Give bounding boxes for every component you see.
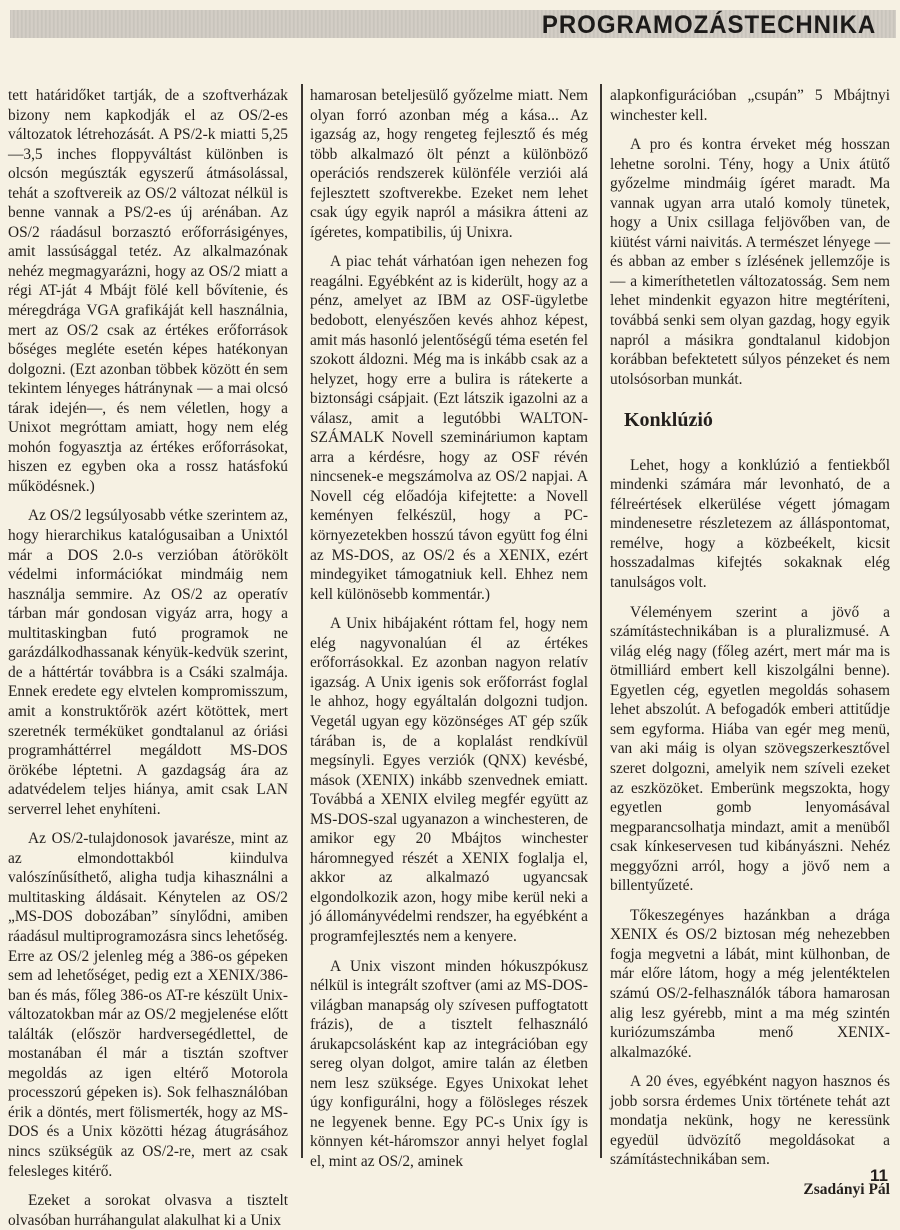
column-divider	[301, 84, 303, 1158]
paragraph: Tőkeszegényes hazánkban a drága XENIX és OS/2 biztosan még nehezebben fogja megvetni a lábát, mint külhonban, de már előre látom, hogy a még jelentéktelen számú OS/2-felhasználók tábora hamarosan alig lesz gyérebb, mint a ma még szintén kuriózumszámba menő XENIX-alkalmazóké.	[610, 906, 890, 1061]
section-heading-conclusion: Konklúzió	[624, 409, 713, 432]
page-number: 11	[870, 1166, 888, 1185]
section-header-bar	[10, 10, 896, 38]
text-column-right	[610, 86, 890, 1199]
section-title: PROGRAMOZÁSTECHNIKA	[541, 11, 876, 39]
paragraph: alapkonfigurációban „csupán” 5 Mbájtnyi winchester kell.	[610, 87, 890, 124]
paragraph: A piac tehát várhatóan igen nehezen fog reagálni. Egyébként az is kiderült, hogy az a pénz, amelyet az IBM az OSF-ügyletbe bedobott, elenyészően kevés ahhoz képest, amit más hasonló jelentőségű téma esetén fel szokott áldozni. Még ma is inkább csak az a helyzet, hogy erre a bulira is rátekerte a biztonsági csápjait. (Ezt látszik igazolni az a válasz, amit a legutóbbi WALTON-SZÁMALK Novell szemináriumon kaptam arra a kérdésre, hogy az OSF révén nincsenek-e megszámolva az OS/2 napjai. A Novell cég előadója kifejtette: a Novell keményen felkészül, hogy a PC-környezetekben hosszú távon együtt fog élni az MS-DOS, az OS/2 és a XENIX, ezért mindegyiket támogatniuk kell. Ehhez nem kell különösebb kommentár.)	[310, 253, 588, 603]
paragraph: tett határidőket tartják, de a szoftverházak bizony nem kapkodják el az OS/2-es változatok létrehozását. A PS/2-k miatti 5,25—3,5 inches floppyváltást különben is olcsón megúszták egyszerű átmásolással, tehát a szoftvereik az OS/2 változat nélkül is benne vannak a PS/2-es új arénában. Az OS/2 ráadásul borzasztó erőforrásigényes, amit lassúsággal tetéz. Az alkalmazónak nehéz megmagyarázni, hogy az OS/2 miatt a régi AT-ját 4 Mbájt fölé kell bővítenie, és méregdrága VGA grafikáját kell használnia, mert az OS/2 csak az értékes erőforrások bőséges megléte esetén képes hatékonyan dolgozni. (Ezt azonban többek között én sem tekintem lényeges hátránynak — a mai olcsó tárak idején—, és nem véletlen, hogy a Unixot megróttam amiatt, hogy nem elég mohón fogyasztja az értékes erőforrásokat, hiszen ez egyben oka a rossz hatásfokú működésnek.)	[8, 87, 288, 495]
paragraph: Ezeket a sorokat olvasva a tisztelt olvasóban hurráhangulat alakulhat ki a Unix	[8, 1192, 288, 1229]
paragraph: hamarosan beteljesülő győzelme miatt. Nem olyan forró azonban még a kása... Az igazság az, hogy rengeteg fejlesztő és még több alkalmazó ölt pénzt a különböző operációs rendszerek különféle verziói alá fejlesztett szoftverekbe. Ezeket nem lehet csak úgy egyik napról a másikra átteni az ígéretes, kompatibilis, új Unixra.	[310, 87, 588, 241]
column-divider	[600, 84, 602, 1158]
paragraph: Az OS/2-tulajdonosok javarésze, mint az az elmondottakból kiindulva valószínűsíthető, aligha tudja kihasználni a multitasking áldásait. Kénytelen az OS/2 „MS-DOS dobozában” sínylődni, amiben ráadásul multiprogramozásra sincs lehetőség. Erre az OS/2 jelenleg még a 386-os gépeken sem ad lehetőséget, pedig ezt a XENIX/386-ban és más, főleg 386-os AT-re készült Unix-változatokban már az OS/2 megjelenése előtt találták (először hardversegédlettel, de mostanában él már a tisztán szoftver megoldás az igen eltérő Motorola processzorú gépeken is). Sok felhasználóban érik a döntés, mert fölismerték, hogy az MS-DOS és a Unix közötti hézag átugrásához nincs szükségük az OS/2-re, mert az csak felesleges kitérő.	[8, 830, 288, 1180]
text-column-left	[8, 86, 288, 1230]
paragraph: Lehet, hogy a konklúzió a fentiekből mindenki számára már levonható, de a félreértések elkerülése végett jómagam mindenesetre részletezem az álláspontomat, remélve, hogy a közbeékelt, kicsit hosszadalmas kifejtés sokaknak elég tanulságos volt.	[610, 456, 890, 592]
paragraph: A pro és kontra érveket még hosszan lehetne sorolni. Tény, hogy a Unix átütő győzelme mindmáig ígéret maradt. Ma vannak ugyan arra utaló komoly tünetek, hogy a Unix csillaga feljövőben van, de kiütést várni naivitás. A természet lényege — és abban az ember s ízlésének jellemzője is — a kimeríthetetlen változatosság. Sem nem lehet mindenkit egyazon hitre megtéríteni, továbbá senki sem olyan gazdag, hogy egyik napról a másikra gondtalanul kidobjon korábban befektetett súlyos pénzeket és nem utolsósorban munkát.	[610, 136, 890, 388]
author-signature: Zsadányi Pál	[803, 1180, 890, 1198]
paragraph: Véleményem szerint a jövő a számítástechnikában is a pluralizmusé. A világ elég nagy (főleg azért, mert már ma is ötmilliárd embert kell kiszolgálni benne). Egyetlen cég, egyetlen megoldás sohasem lehet abszolút. A befogadók emberi attitűdje sem egyforma. Hiába van egér meg menü, van aki máig is olyan szövegszerkesztővel szeret dolgozni, amelyik nem szíveli ezeket az eszközöket. Emberünk megszokta, hogy egyetlen gomb lenyomásával megparancsolhatja mindazt, amit a menüből csak kínkeservesen tud kibányászni. Nehéz meggyőzni arról, hogy a jövő nem a billentyűzeté.	[610, 603, 890, 895]
paragraph: A Unix viszont minden hókuszpókusz nélkül is integrált szoftver (ami az MS-DOS-világban manapság oly szívesen puffogtatott frázis), de a tisztelt felhasználó árukapcsolásként kap az integrációban egy sereg olyan dolgot, amire talán az életben nem lesz szüksége. Egyes Unixokat lehet úgy konfigurálni, hogy a fölösleges részek ne legyenek benne. Egy PC-s Unix így is könnyen két-háromszor annyi helyet foglal el, mint az OS/2, aminek	[310, 957, 588, 1170]
text-column-middle	[310, 86, 588, 1172]
paragraph: A Unix hibájaként róttam fel, hogy nem elég nagyvonalúan él az értékes erőforrásokkal. Ez azonban nagyon relatív igazság. A Unix igenis sok erőforrást foglal le ahhoz, hogy egyáltalán dolgozni tudjon. Vegetál ugyan egy közönséges AT gép szűk tárában is, de a koplalást rendkívül megsínyli. Egyes verziók (QNX) kevésbé, mások (XENIX) inkább szenvednek emiatt. Továbbá a XENIX elvileg megfér együtt az MS-DOS-szal ugyanazon a winchesteren, de amikor egy 20 Mbájtos winchester háromnegyed részét a XENIX foglalja el, akkor az alkalmazó ugyancsak elgondolkozik azon, hogy mibe kerül neki a jó állományvédelmi rendszer, ha egyébként a programfejlesztés nem a kenyere.	[310, 615, 589, 945]
paragraph: A 20 éves, egyébként nagyon hasznos és jobb sorsra érdemes Unix története tehát azt mondatja nekünk, hogy ne keressünk egyedül üdvözítő megoldásokat a számítástechnikában sem.	[610, 1073, 890, 1169]
paragraph: Az OS/2 legsúlyosabb vétke szerintem az, hogy hierarchikus katalógusaiban a Unixtól már a DOS 2.0-s verzióban átörökölt védelmi információkat mindmáig nem használja semmire. Az OS/2 az operatív tárban már gondosan vigyáz arra, hogy a multitaskingban futó programok ne garázdálkodhassanak kényük-kedvük szerint, de a háttértár továbbra is a Csáki szalmája. Ennek eredete egy elvtelen kompromisszum, amit a konstruktőrök azért kötöttek, mert szeretnék terméküket gondtalanul az óriási programháttérrel megáldott MS-DOS örökébe léptetni. A gazdagság ára az adatvédelem teljes hiánya, amit csak LAN serverrel lehet enyhíteni.	[8, 507, 288, 818]
